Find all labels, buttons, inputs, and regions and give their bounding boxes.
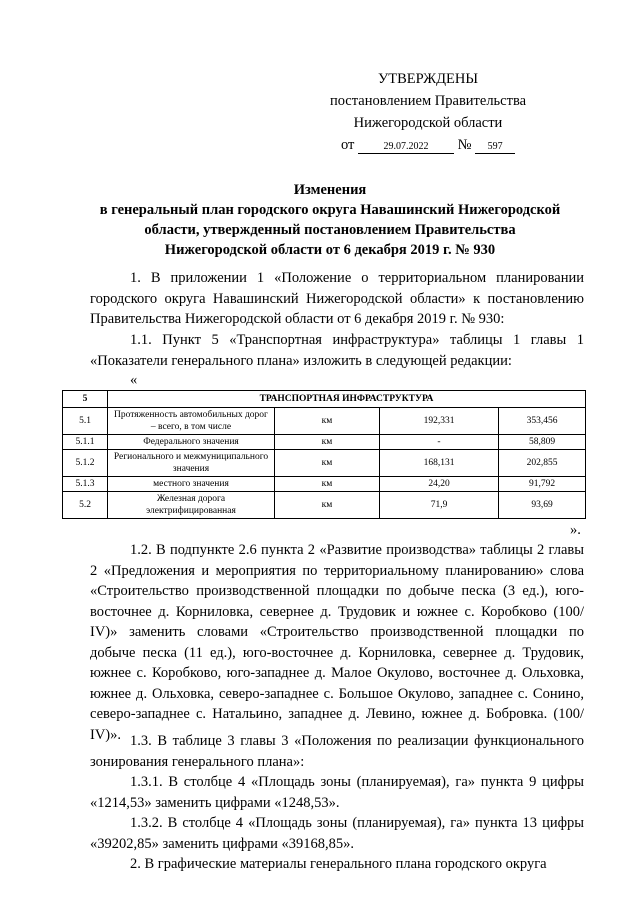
document-title (60, 180, 600, 260)
quote-open: « (130, 372, 138, 388)
table-header-title: ТРАНСПОРТНАЯ ИНФРАСТРУКТУРА (108, 391, 586, 408)
title-line-3: области, утвержденный постановлением Правительства (144, 222, 516, 238)
approval-line-3: Нижегородской области (353, 115, 503, 131)
approval-heading: УТВЕРЖДЕНЫ (377, 71, 479, 87)
row-name: Регионального и межмуниципального значения (108, 450, 275, 477)
approval-block (300, 68, 556, 156)
row-unit: км (275, 408, 380, 435)
paragraph-1-1: 1.1. Пункт 5 «Транспортная инфраструктура» таблицы 1 главы 1 «Показатели генерального плана» изложить в следующей редакции: (90, 332, 584, 369)
row-value-1: 24,20 (380, 477, 499, 492)
from-label: от (340, 137, 355, 153)
paragraph-1-2: 1.2. В подпункте 2.6 пункта 2 «Развитие производства» таблицы 2 главы 2 «Предложения и мероприятия по территориальному планированию» слова «Строительство производственной площадки по добыче песка (3 ед.), юго-восточнее д. Корниловка, севернее д. Трудовик и южнее с. Коробково (100/ IV)» заменить словами «Строительство производственной площадки по добыче песка (11 ед.), юго-восточнее д. Корниловка, севернее д. Трудовик, южнее с. Коробково, юго-западнее д. Малое Окулово, восточнее д. Ольховка, южнее д. Ольховка, северо-западнее с. Большое Окулово, западнее с. Сонино, северо-западнее с. Натальино, западнее д. Левино, южнее д. Бобровка. (100/ IV)». (90, 542, 584, 743)
row-value-2: 91,792 (499, 477, 586, 492)
row-value-1: 168,131 (380, 450, 499, 477)
table-row (63, 492, 586, 519)
table-row (63, 435, 586, 450)
table-row (63, 408, 586, 435)
paragraph-2: 2. В графические материалы генерального плана городского округа (130, 856, 547, 872)
row-num: 5.2 (63, 492, 108, 519)
row-unit: км (275, 477, 380, 492)
row-value-2: 202,855 (499, 450, 586, 477)
row-value-2: 93,69 (499, 492, 586, 519)
table-row (63, 477, 586, 492)
paragraph-1-3: 1.3. В таблице 3 главы 3 «Положения по реализации функционального зонирования генерального плана»: (90, 733, 584, 770)
table-header-num: 5 (63, 391, 108, 408)
title-line-4: Нижегородской области от 6 декабря 2019 г. № 930 (164, 242, 496, 258)
paragraph-1: 1. В приложении 1 «Положение о территориальном планировании городского округа Навашинский Нижегородской области» к постановлению Правительства Нижегородской области от 6 декабря 2019 г. № 930: (90, 270, 584, 327)
paragraph-1-3-1: 1.3.1. В столбце 4 «Площадь зоны (планируемая), га» пункта 9 цифры «1214,53» заменить цифрами «1248,53». (90, 774, 584, 811)
row-value-1: - (380, 435, 499, 450)
row-unit: км (275, 450, 380, 477)
transport-table (62, 390, 586, 519)
row-num: 5.1.1 (63, 435, 108, 450)
approval-number: 597 (475, 140, 515, 154)
row-value-1: 71,9 (380, 492, 499, 519)
title-line-2: в генеральный план городского округа Навашинский Нижегородской (99, 202, 561, 218)
quote-close: ». (570, 522, 581, 538)
number-label: № (457, 137, 472, 153)
row-num: 5.1 (63, 408, 108, 435)
table-header-row (63, 391, 586, 408)
row-name: местного значения (108, 477, 275, 492)
title-line-1: Изменения (293, 182, 367, 198)
row-name: Протяженность автомобильных дорог – всего, в том числе (108, 408, 275, 435)
row-num: 5.1.2 (63, 450, 108, 477)
row-value-1: 192,331 (380, 408, 499, 435)
row-unit: км (275, 435, 380, 450)
approval-date-line (300, 134, 556, 156)
row-name: Железная дорога электрифицированная (108, 492, 275, 519)
approval-date: 29.07.2022 (358, 140, 454, 154)
row-value-2: 58,809 (499, 435, 586, 450)
table-row (63, 450, 586, 477)
row-name: Федерального значения (108, 435, 275, 450)
row-num: 5.1.3 (63, 477, 108, 492)
approval-line-2: постановлением Правительства (329, 93, 527, 109)
row-unit: км (275, 492, 380, 519)
paragraph-1-3-2: 1.3.2. В столбце 4 «Площадь зоны (планируемая), га» пункта 13 цифры «39202,85» заменить цифрами «39168,85». (90, 815, 584, 852)
row-value-2: 353,456 (499, 408, 586, 435)
